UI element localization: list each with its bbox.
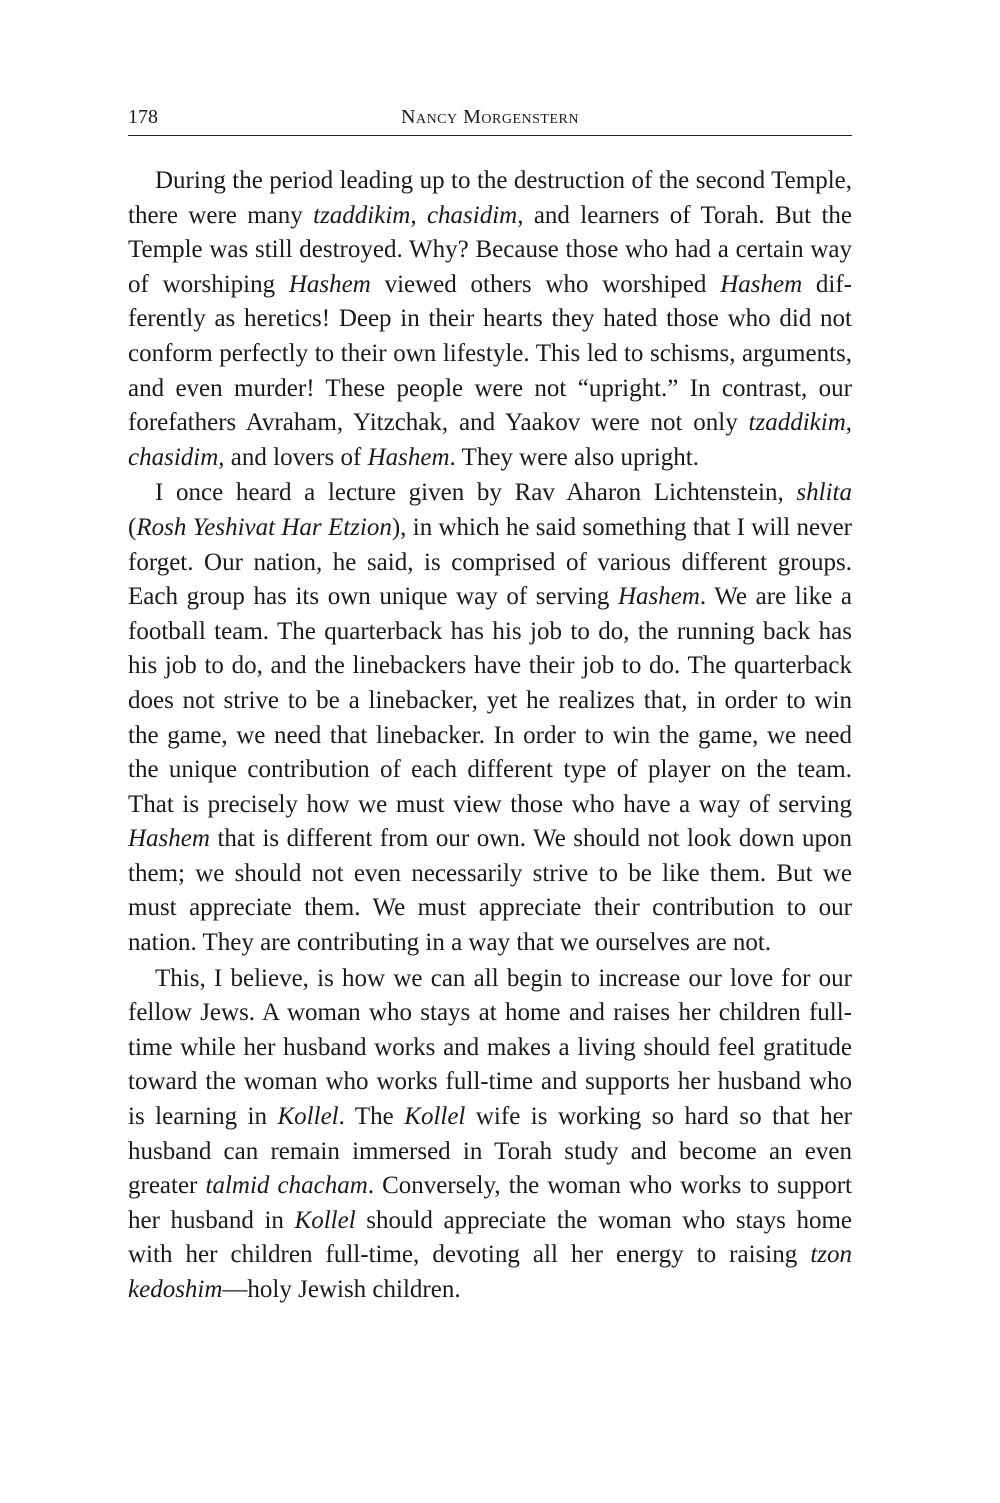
italic-term: shlita (796, 479, 852, 507)
text-run: —holy Jewish children. (222, 1276, 461, 1303)
paragraph-2 (128, 476, 852, 960)
italic-term: tzaddikim (748, 409, 846, 437)
text-run: During the period leading up to the destruction of the second Temple, there were many (128, 167, 852, 229)
text-run: . Conversely, the woman who works to support her husband in (128, 1172, 852, 1234)
text-run: and lovers of (224, 443, 368, 471)
text-run: , (410, 201, 427, 229)
italic-term: talmid chacham (205, 1172, 368, 1200)
italic-term: Hashem (720, 270, 803, 298)
text-run: ( (128, 513, 137, 541)
text-run: I once heard a lecture given by Rav Aharon Lichtenstein, (155, 479, 797, 507)
text-run: . They were also upright. (449, 443, 699, 471)
text-run: , (845, 409, 852, 437)
italic-term: chasidim (426, 201, 518, 229)
italic-term: tzaddikim (313, 201, 411, 229)
text-run: . The (338, 1103, 405, 1131)
text-run: wife is working so hard so that her husband can remain immersed in Torah study and become an even greater (128, 1103, 852, 1200)
italic-term: Kollel (277, 1103, 339, 1131)
italic-term: Rosh Yeshivat Har Etzion (136, 513, 392, 541)
body-text (128, 164, 852, 1309)
header-rule (128, 135, 852, 136)
text-run: that is different from our own. We should not look down upon them; we should not even necessarily strive to be like them. But we must appreciate them. We must appreciate their contribution to our nation. They are contributing in a way that we ourselves are not. (128, 825, 852, 957)
text-run: This, I believe, is how we can all begin to increase our love for our fellow Jews. A woman who stays at home and raises her children full-time while her husband works and makes a living should feel gratitude toward the woman who works full-time and supports her husband who is learning in (128, 964, 852, 1131)
text-run: . We are like a football team. The quarterback has his job to do, the running back has his job to do, and the linebackers have their job to do. The quarterback does not strive to be a linebacker, yet he realizes that, in order to win the game, we need that linebacker. In order to win the game, we need the unique contribution of each different type of player on the team. That is precisely how we must view those who have a way of serving (128, 583, 852, 818)
italic-term: chasidim, (128, 443, 225, 471)
running-head (128, 104, 852, 134)
paragraph-3 (128, 962, 852, 1308)
running-head-author: Nancy Morgenstern (401, 106, 579, 128)
italic-term: Hashem (367, 443, 450, 471)
italic-term: Hashem (288, 270, 371, 298)
italic-term: Hashem (617, 583, 700, 611)
paragraph-1 (128, 164, 852, 475)
text-run: viewed others who worshiped (370, 270, 721, 298)
page-number: 178 (128, 106, 158, 128)
italic-term: Kollel (404, 1103, 466, 1131)
text-run: ), in which he said something that I will never forget. Our nation, he said, is comprised of various different groups. Each group has its own unique way of serving (128, 513, 852, 611)
text-run: , and learners of Torah. But the Temple was still destroyed. Why? Because those who had a certain way of worshiping (128, 201, 853, 298)
text-run: differently as heretics! Deep in their hearts they hated those who did not conform perfectly to their own lifestyle. This led to schisms, arguments, and even murder! These people were not “upright.” In contrast, our forefathers Avraham, Yitzchak, and Yaakov were not only (128, 270, 852, 437)
italic-term: Kollel (294, 1206, 356, 1234)
italic-term: Hashem (128, 825, 210, 853)
italic-term: tzon kedoshim (128, 1241, 852, 1303)
text-run: should appreciate the woman who stays home with her children full-time, devoting all her energy to raising (128, 1206, 853, 1269)
